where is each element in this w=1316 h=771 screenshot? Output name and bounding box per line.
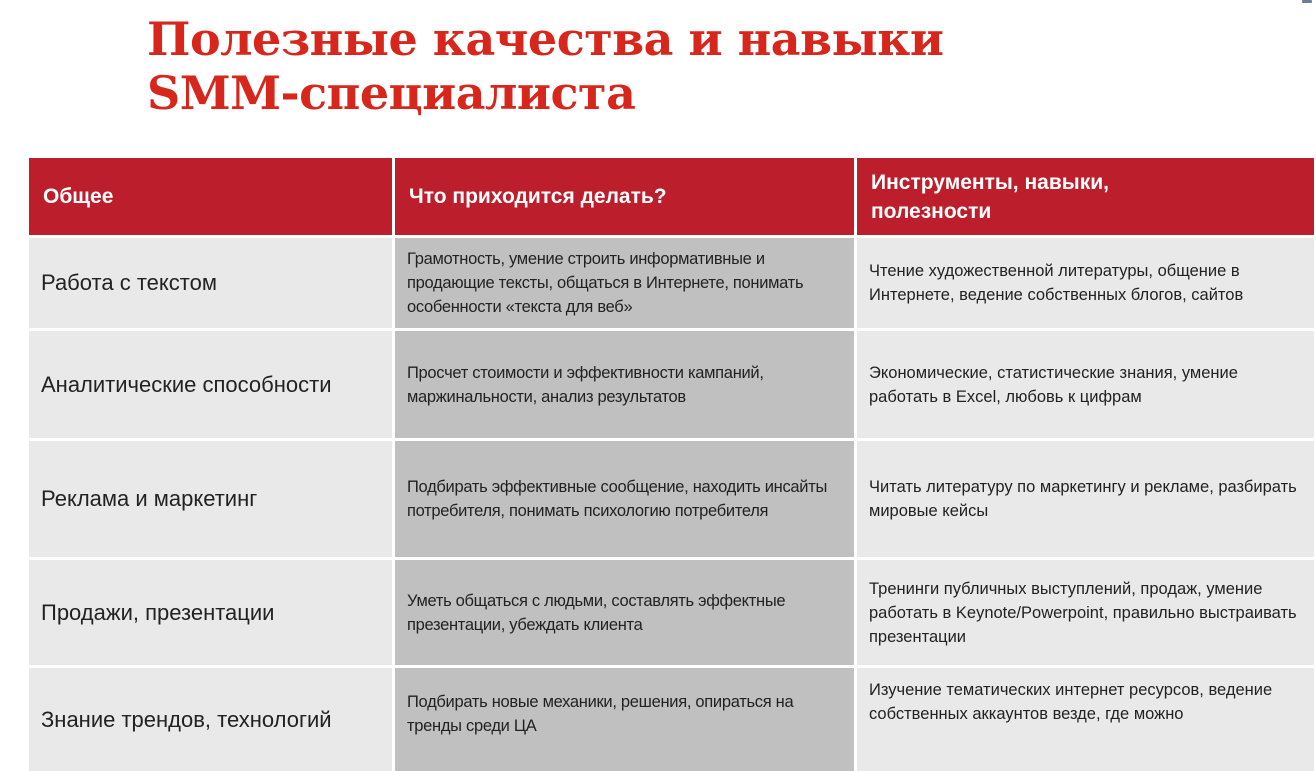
skills-table (29, 158, 1314, 771)
row-1-tools: Чтение художественной литературы, общение в Интернете, ведение собственных блогов, сайтов (857, 238, 1314, 328)
row-3-tools: Читать литературу по маркетингу и рекламе, разбирать мировые кейсы (857, 441, 1314, 557)
row-3-general: Реклама и маркетинг (29, 441, 392, 557)
row-4-general: Продажи, презентации (29, 560, 392, 665)
row-5-general: Знание трендов, технологий (29, 668, 392, 771)
row-4-tasks: Уметь общаться с людьми, составлять эффектные презентации, убеждать клиента (395, 560, 854, 665)
row-5-tasks: Подбирать новые механики, решения, опираться на тренды среди ЦА (395, 668, 854, 771)
row-2-general: Аналитические способности (29, 331, 392, 438)
header-general: Общее (29, 158, 392, 235)
row-3-tasks: Подбирать эффективные сообщение, находить инсайты потребителя, понимать психологию потребителя (395, 441, 854, 557)
row-1-tasks: Грамотность, умение строить информативные и продающие тексты, общаться в Интернете, понимать особенности «текста для веб» (395, 238, 854, 328)
row-1-general: Работа с текстом (29, 238, 392, 328)
row-4-tools: Тренинги публичных выступлений, продаж, умение работать в Keynote/Powerpoint, правильно выстраивать презентации (857, 560, 1314, 665)
row-5-tools: Изучение тематических интернет ресурсов, ведение собственных аккаунтов везде, где можно (857, 668, 1314, 771)
header-tasks: Что приходится делать? (395, 158, 854, 235)
title-line-1: Полезные качества и навыки (147, 12, 944, 66)
corner-mark (1302, 0, 1312, 3)
header-tools: Инструменты, навыки, полезности (857, 158, 1314, 235)
row-2-tools: Экономические, статистические знания, умение работать в Excel, любовь к цифрам (857, 331, 1314, 438)
page-title (147, 12, 944, 120)
row-2-tasks: Просчет стоимости и эффективности кампаний, маржинальности, анализ результатов (395, 331, 854, 438)
title-line-2: SMM-специалиста (147, 66, 636, 120)
